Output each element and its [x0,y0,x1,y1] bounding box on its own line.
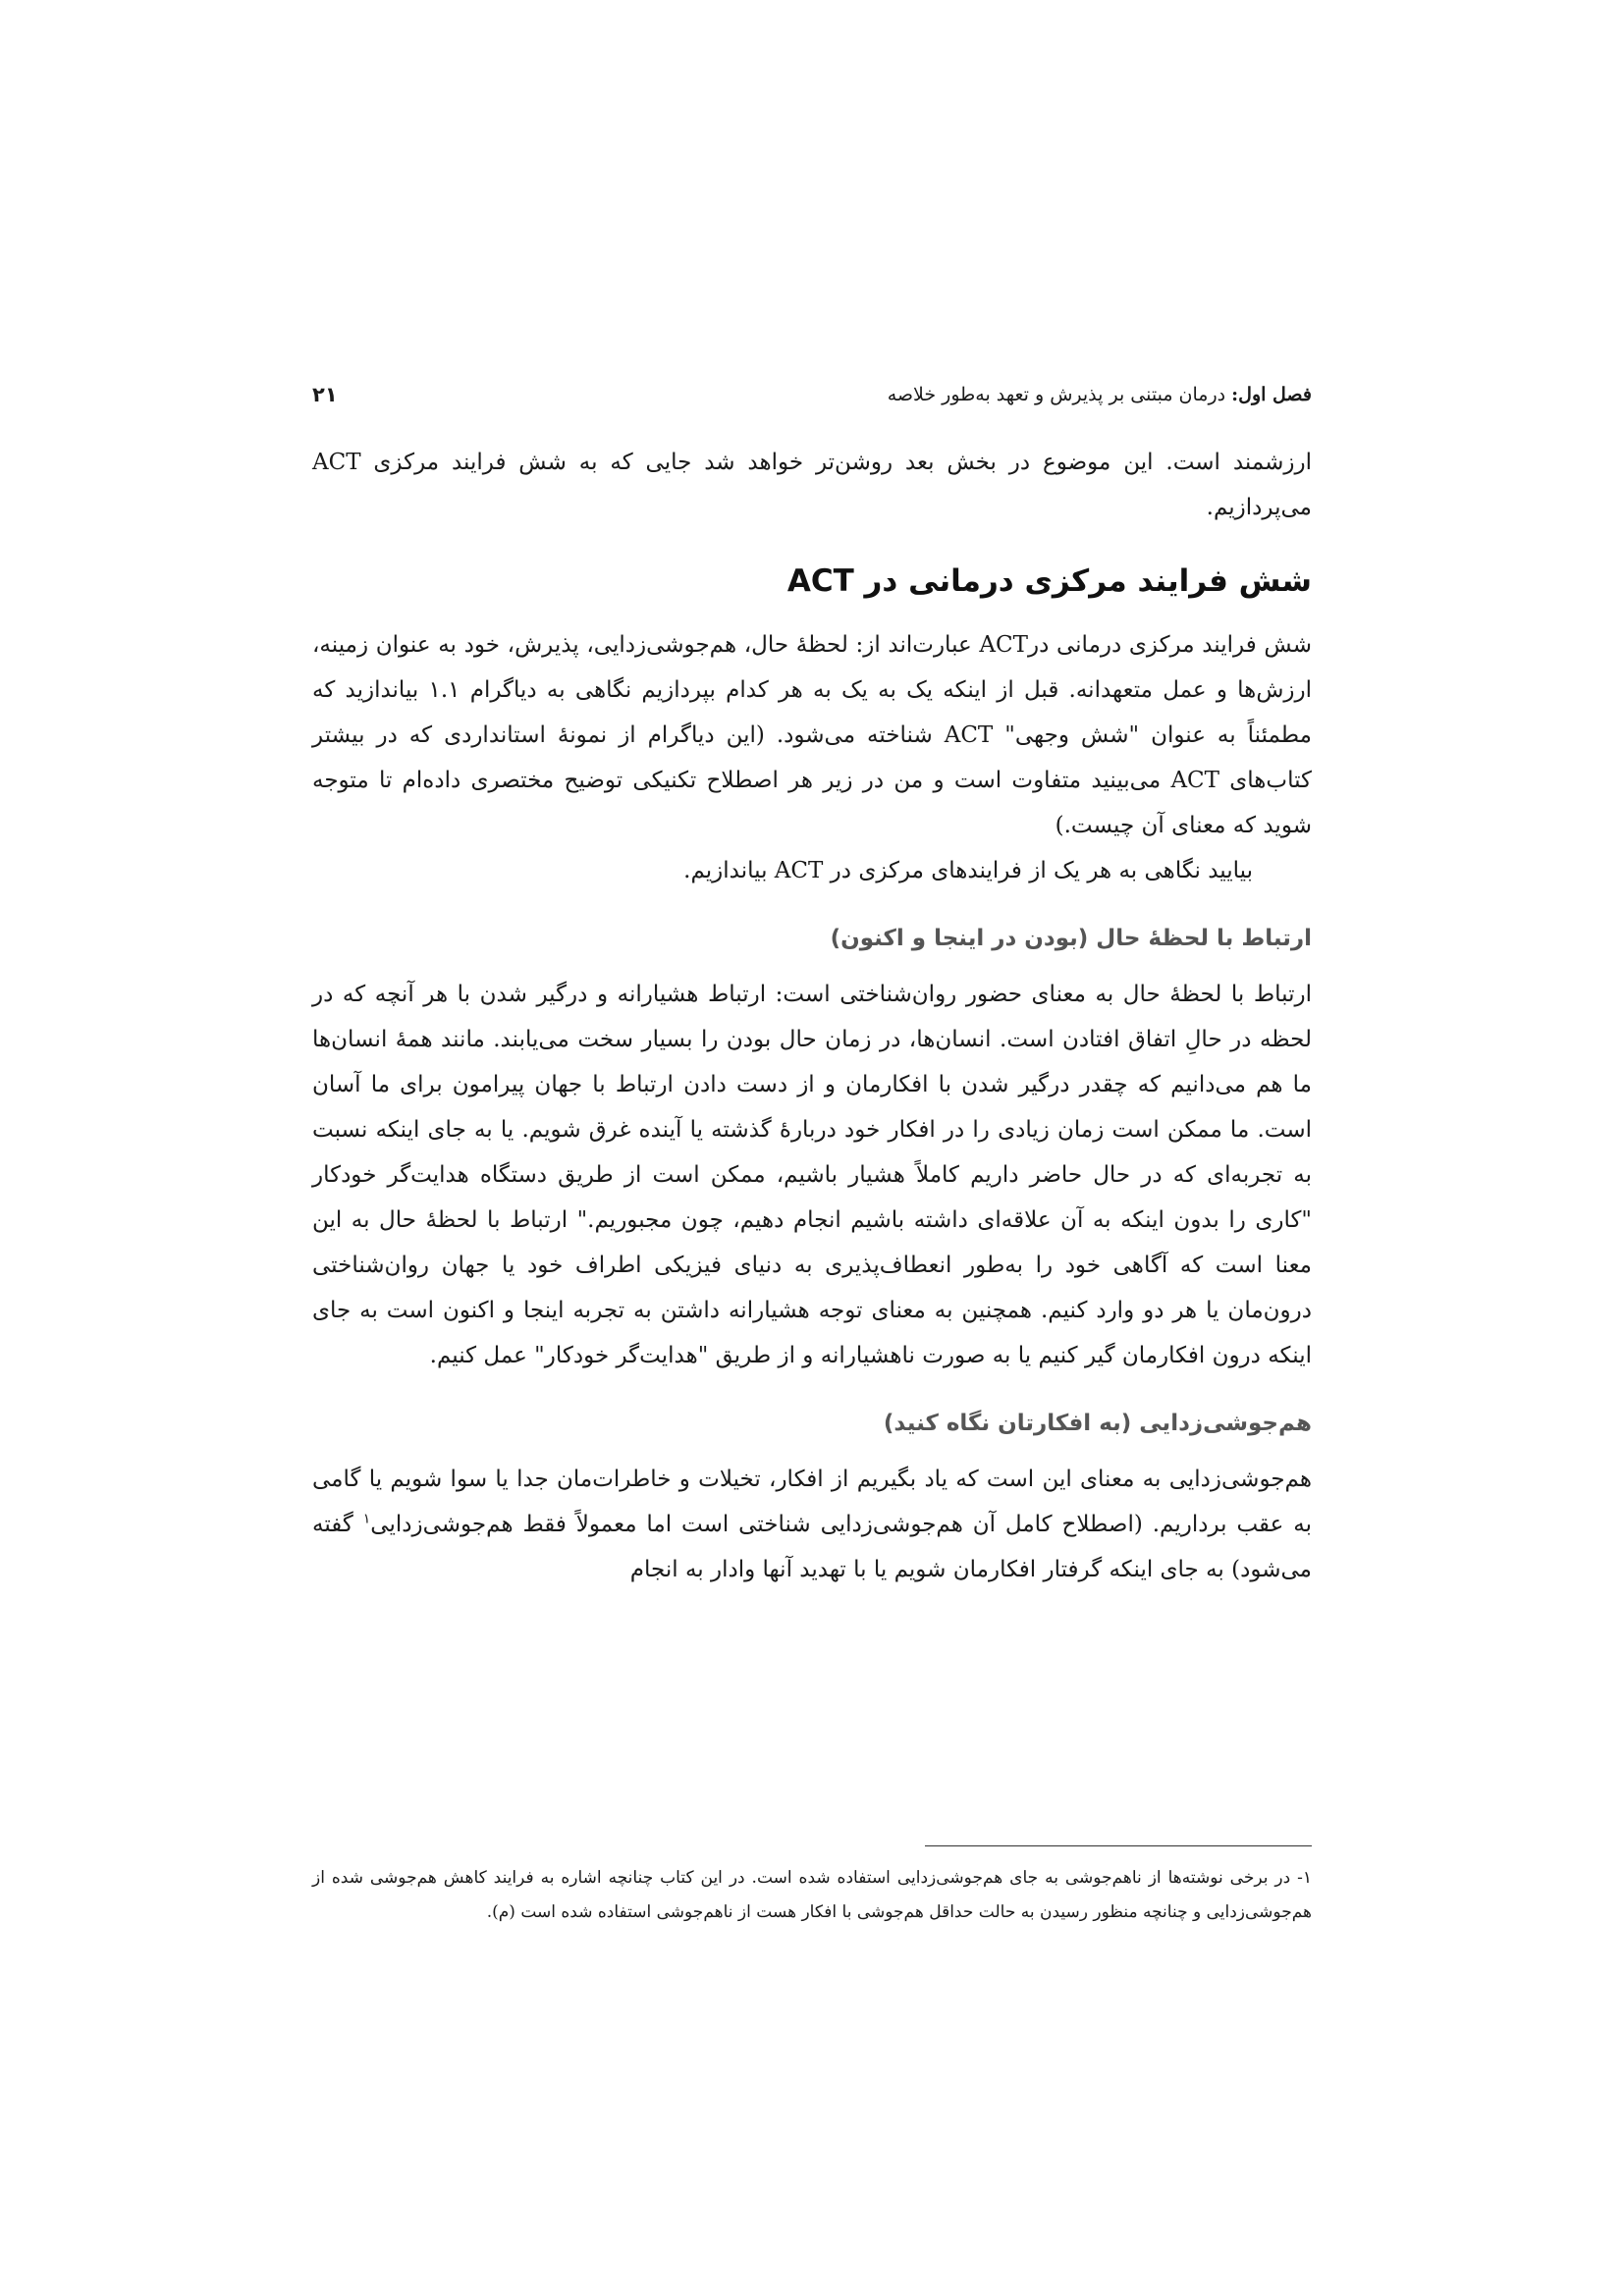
defusion-text-part-2: گفته می‌شود) به جای اینکه گرفتار افکارمان شویم یا با تهدید آنها وادار به انجام [312,1512,1312,1582]
section-heading-defusion: هم‌جوشی‌زدایی (به افکارتان نگاه کنید) [883,1411,1312,1436]
six-processes-paragraph-2: بیایید نگاهی به هر یک از فرایندهای مرکزی در ACT بیاندازیم. [683,858,1253,883]
section-heading-present-moment: ارتباط با لحظهٔ حال (بودن در اینجا و اکنون) [830,926,1312,951]
footnote-marker: ۱ [362,1511,371,1527]
defusion-text-part-1: هم‌جوشی‌زدایی به معنای این است که یاد بگیریم از افکار، تخیلات و خاطرات‌مان جدا یا سوا شویم یا گامی به عقب برداریم. (اصطلاح کامل آن هم‌جوشی‌زدایی شناختی است اما معمولاً فقط هم‌جوشی‌زدایی [312,1467,1313,1537]
footnote-divider [925,1845,1312,1846]
defusion-paragraph [312,1457,1312,1592]
present-moment-paragraph: ارتباط با لحظهٔ حال به معنای حضور روان‌شناختی است: ارتباط هشیارانه و درگیر شدن با هر آنچه که در لحظه در حالِ اتفاق افتادن است. انسان‌ها، در زمان حال بودن را بسیار سخت می‌یابند. مانند همهٔ انسان‌ها ما هم می‌دانیم که چقدر درگیر شدن با افکارمان و از دست دادن ارتباط با جهان پیرامون برای ما آسان است. ما ممکن است زمان زیادی را در افکار خود دربارهٔ گذشته یا آینده غرق شویم. یا به جای اینکه نسبت به تجربه‌ای که در حال حاضر داریم کاملاً هشیار باشیم، ممکن است از طریق دستگاه هدایت‌گر خودکار "کاری را بدون اینکه به آن علاقه‌ای داشته باشیم انجام دهیم، چون مجبوریم." ارتباط با لحظهٔ حال به این معنا است که آگاهی خود را به‌طور انعطاف‌پذیری به دنیای فیزیکی اطراف خود یا جهان روان‌شناختی درون‌مان یا هر دو وارد کنیم. همچنین به معنای توجه هشیارانه داشتن به تجربه اینجا و اکنون است به جای اینکه درون افکارمان گیر کنیم یا به صورت ناهشیارانه و از طریق "هدایت‌گر خودکار" عمل کنیم. [312,982,1312,1368]
six-processes-paragraph: شش فرایند مرکزی درمانی درACT عبارت‌اند از: لحظهٔ حال، هم‌جوشی‌زدایی، پذیرش، خود به عنوان زمینه، ارزش‌ها و عمل متعهدانه. قبل از اینکه یک به یک به هر کدام بپردازیم نگاهی به دیاگرام ۱.۱ بیاندازید که مطمئناً به عنوان "شش وجهی" ACT شناخته می‌شود. (این دیاگرام از نمونهٔ استانداردی که در بیشتر کتاب‌های ACT می‌بینید متفاوت است و من در زیر هر اصطلاح تکنیکی توضیح مختصری داده‌ام تا متوجه شوید که معنای آن چیست.) [312,632,1312,838]
page-body [312,440,1312,1592]
intro-paragraph: ارزشمند است. این موضوع در بخش بعد روشن‌تر خواهد شد جایی که به شش فرایند مرکزی ACT می‌پردازیم. [312,450,1312,520]
chapter-title: درمان مبتنی بر پذیرش و تعهد به‌طور خلاصه [887,384,1226,405]
footnote: ۱- در برخی نوشته‌ها از ناهم‌جوشی به جای هم‌جوشی‌زدایی استفاده شده است. در این کتاب چنانچه اشاره به فرایند کاهش هم‌جوشی شده از هم‌جوشی‌زدایی و چنانچه منظور رسیدن به حالت حداقل هم‌جوشی با افکار هست از ناهم‌جوشی استفاده شده است (م). [312,1868,1312,1922]
section-heading-six-processes: شش فرایند مرکزی درمانی در ACT [786,563,1312,599]
running-header-title [888,384,1312,405]
page-number: ۲۱ [312,383,338,406]
running-header [312,375,1312,414]
chapter-label: فصل اول: [1231,384,1312,405]
